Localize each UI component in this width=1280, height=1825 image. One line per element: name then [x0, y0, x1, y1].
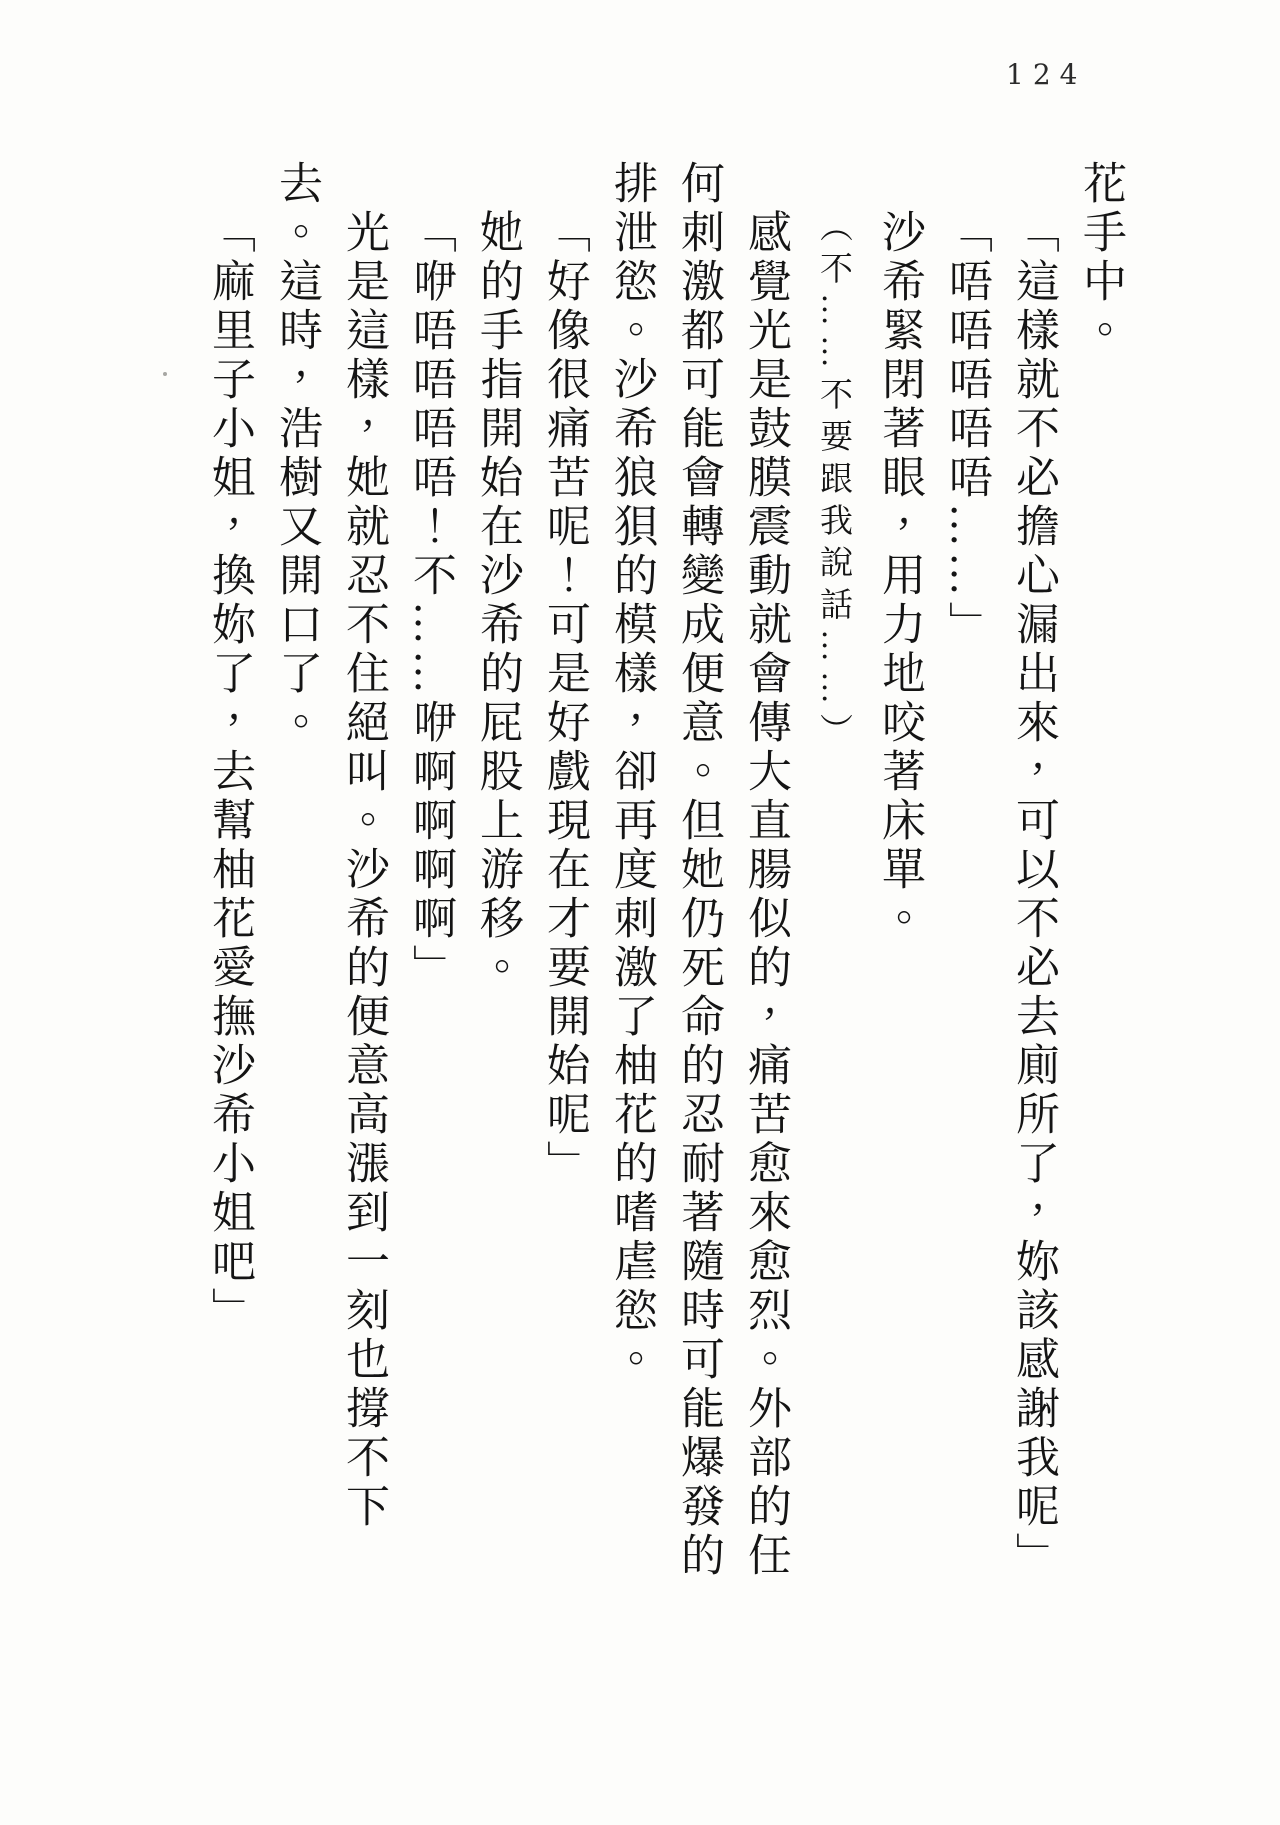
- text-column: 排泄慾。沙希狼狽的模樣，卻再度刺激了柚花的嗜虐慾。: [607, 160, 656, 1385]
- text-column: 光是這樣，她就忍不住絕叫。沙希的便意高漲到一刻也撐不下: [339, 209, 388, 1532]
- text-column: 「麻里子小姐，換妳了，去幫柚花愛撫沙希小姐吧」: [205, 209, 254, 1336]
- text-column: 沙希緊閉著眼，用力地咬著床單。: [875, 209, 924, 944]
- text-column: 去。這時，浩樹又開口了。: [272, 160, 321, 748]
- text-column: 「咿唔唔唔唔！不……咿啊啊啊啊」: [406, 209, 455, 993]
- page-number: 124: [1006, 58, 1087, 91]
- text-column: 她的手指開始在沙希的屁股上游移。: [473, 209, 522, 993]
- scan-speck: [163, 372, 167, 376]
- text-column: 花手中。: [1076, 160, 1125, 356]
- text-block: [196, 160, 1134, 1660]
- text-column: 「這樣就不必擔心漏出來，可以不必去廁所了，妳該感謝我呢」: [1009, 209, 1058, 1581]
- text-column: 感覺光是鼓膜震動就會傳大直腸似的，痛苦愈來愈烈。外部的任: [741, 209, 790, 1581]
- text-column: 「好像很痛苦呢！可是好戲現在才要開始呢」: [540, 209, 589, 1189]
- text-column: 「唔唔唔唔唔……」: [942, 209, 991, 650]
- text-column: 何刺激都可能會轉變成便意。但她仍死命的忍耐著隨時可能爆發的: [674, 160, 723, 1581]
- text-column: （不……不要跟我說話……）: [815, 209, 851, 755]
